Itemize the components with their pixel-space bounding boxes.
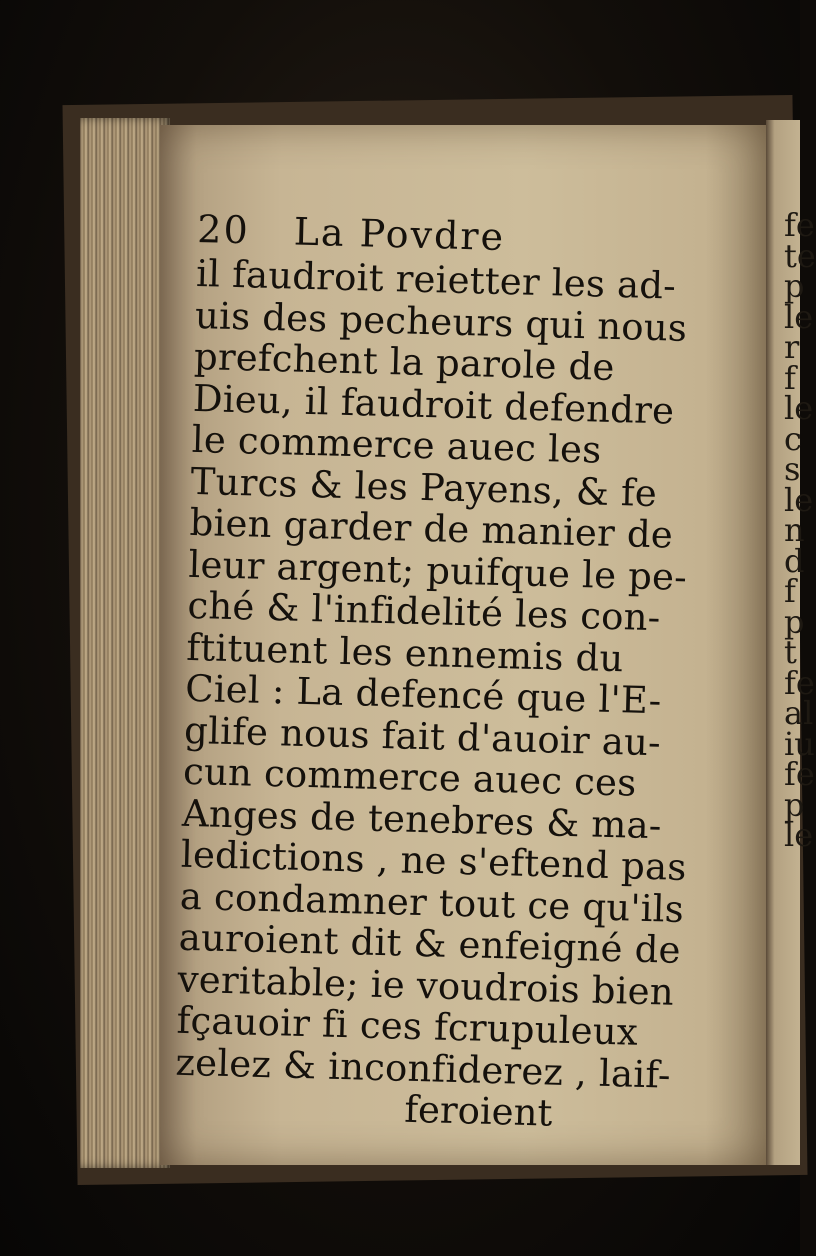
text-line: leur argent; puifque le pe- xyxy=(188,542,688,599)
text-line: fçauoir fi ces fcrupuleux xyxy=(176,998,639,1054)
facing-page-fragments: fe te p le r f le c s le n d f p t fe al iu fe p le xyxy=(784,206,816,854)
text-lines xyxy=(175,253,757,1097)
text-line: ftituent les ennemis du xyxy=(185,625,625,680)
text-line: Ciel : La defencé que l'E- xyxy=(184,666,662,723)
text-line: glife nous fait d'auoir au- xyxy=(183,708,662,764)
text-line: cun commerce auec ces xyxy=(182,749,637,805)
text-line: a condamner tout ce qu'ils xyxy=(179,874,685,931)
text-line: veritable; ie voudrois bien xyxy=(177,957,675,1014)
text-line: prefchent la parole de xyxy=(193,334,616,389)
page-number: 20 xyxy=(196,206,251,253)
page-edges xyxy=(80,118,170,1168)
text-line: Dieu, il faudroit defendre xyxy=(192,376,675,433)
text-line: ledictions , ne s'eftend pas xyxy=(180,832,688,890)
text-line: il faudroit reietter les ad- xyxy=(195,251,677,308)
text-line: Anges de tenebres & ma- xyxy=(181,791,663,847)
text-line: Turcs & les Payens, & fe xyxy=(190,459,658,515)
text-line: zelez & inconfiderez , laif- xyxy=(175,1040,672,1097)
text-line: ché & l'infidelité les con- xyxy=(186,583,662,640)
text-line: auroient dit & enfeigné de xyxy=(178,915,682,972)
text-line: bien garder de manier de xyxy=(189,500,674,557)
running-head: La Povdre xyxy=(293,209,506,260)
catchword: feroient xyxy=(403,1087,553,1135)
text-line: uis des pecheurs qui nous xyxy=(194,293,688,350)
page-text xyxy=(174,205,758,1139)
text-line: le commerce auec les xyxy=(191,417,602,472)
